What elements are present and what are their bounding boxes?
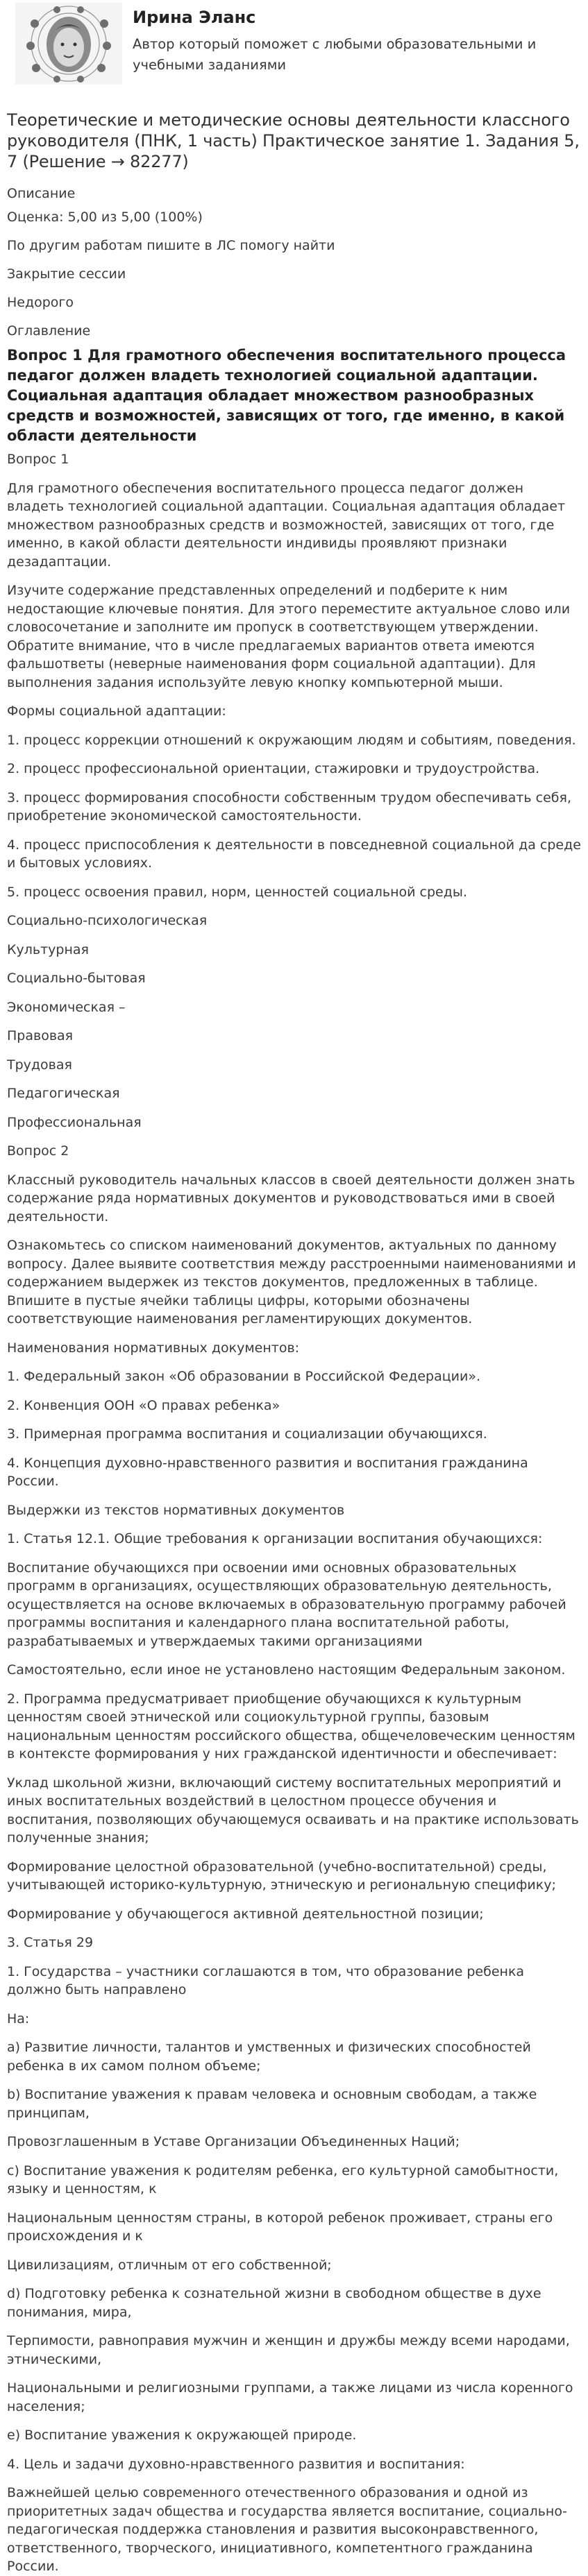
answer-option: Экономическая – — [7, 999, 126, 1015]
excerpt-paragraph: 1. Статья 12.1. Общие требования к организации воспитания обучающихся: — [7, 1531, 543, 1546]
paragraph: Ознакомьтесь со списком наименований документов, актуальных по данному вопросу. Далее выявите соответствия между расстроенными наименованиями и содержанием выдержек из текстов документов, предложенных в таблице. Впишите в пустые ячейки таблицы цифры, которыми обозначены соответствующие наименования регламентирующих документов. — [7, 1238, 576, 1327]
description-label: Описание — [7, 186, 76, 201]
document-item: 1. Федеральный закон «Об образовании в Российской Федерации». — [7, 1369, 481, 1384]
excerpt-paragraph: Национальными и религиозными группами, а также лицами из числа коренного населения; — [7, 2380, 573, 2414]
form-item: 2. процесс профессиональной ориентации, стажировки и трудоустройства. — [7, 761, 540, 776]
excerpt-paragraph: 4. Цель и задачи духовно-нравственного развития и воспитания: — [7, 2456, 465, 2472]
form-item: 1. процесс коррекции отношений к окружающим людям и событиям, поведения. — [7, 732, 576, 748]
excerpt-paragraph: c) Воспитание уважения к родителям ребенка, его культурной самобытности, языку и ценностям, к — [7, 2163, 559, 2197]
excerpt-paragraph: e) Воспитание уважения к окружающей природе. — [7, 2428, 357, 2443]
avatar-image — [15, 3, 122, 85]
document-item: 4. Концепция духовно-нравственного развития и воспитания гражданина России. — [7, 1455, 528, 1489]
answer-option: Профессиональная — [7, 1114, 142, 1130]
excerpt-paragraph: Национальным ценностям страны, в которой ребенок проживает, страны его происхождения и к — [7, 2210, 553, 2244]
form-item: 5. процесс освоения правил, норм, ценностей социальной среды. — [7, 884, 467, 900]
author-name[interactable]: Ирина Эланс — [133, 8, 256, 27]
form-item: 4. процесс приспособления к деятельности в повседневной социальной да среде и бытовых условиях. — [7, 837, 581, 871]
excerpt-paragraph: Провозглашенным в Уставе Организации Объединенных Наций; — [7, 2134, 460, 2149]
excerpt-paragraph: 1. Государства – участники соглашаются в том, что образование ребенка должно быть направлено — [7, 1963, 525, 1997]
page-title: Теоретические и методические основы деятельности классного руководителя (ПНК, 1 часть) Практическое занятие 1. Задания 5, 7 (Решение → 82277) — [7, 110, 580, 171]
answer-option: Трудовая — [7, 1057, 72, 1073]
excerpt-paragraph: d) Подготовку ребенка к сознательной жизни в свободном обществе в духе понимания, мира, — [7, 2286, 541, 2320]
excerpt-paragraph: 2. Программа предусматривает приобщение обучающихся к культурным ценностям своей этнической или социокультурной группы, базовым национальным ценностям российского общества, общечеловеческим ценностям в контексте формирования у них гражданской идентичности и обеспечивает: — [7, 1691, 576, 1762]
paragraph: Классный руководитель начальных классов в своей деятельности должен знать содержание ряда нормативных документов и руководствоваться ими в своей деятельности. — [7, 1172, 576, 1225]
question-2-label: Вопрос 2 — [7, 1143, 69, 1159]
forms-label: Формы социальной адаптации: — [7, 703, 226, 719]
excerpt-paragraph: Уклад школьной жизни, включающий систему воспитательных мероприятий и иных воспитательных воздействий в целостном процессе обучения и воспитания, позволяющих обучающемуся осваивать и на практике использовать полученные знания; — [7, 1775, 579, 1845]
author-card — [7, 0, 581, 92]
answer-option: Социально-бытовая — [7, 971, 146, 986]
document-item: 2. Конвенция ООН «О правах ребенка» — [7, 1397, 280, 1413]
excerpts-label: Выдержки из текстов нормативных документов — [7, 1502, 345, 1518]
excerpt-paragraph: 3. Статья 29 — [7, 1935, 94, 1950]
excerpt-paragraph: Формирование целостной образовательной (учебно-воспитательной) среды, учитывающей историко-культурную, этническую и региональную специфику; — [7, 1859, 556, 1893]
avatar[interactable] — [15, 3, 122, 85]
excerpt-paragraph: Цивилизациям, отличным от его собственной; — [7, 2257, 332, 2273]
form-item: 3. процесс формирования способности собственным трудом обеспечивать себя, приобретение экономической самостоятельности. — [7, 790, 571, 824]
answer-option: Культурная — [7, 941, 89, 957]
excerpt-paragraph: Воспитание обучающихся при освоении ими основных образовательных программ в организациях, осуществляющих образовательную деятельность, осуществляется на основе включаемых в образовательную программу рабочей программы воспитания и календарного плана воспитательной работы, разрабатываемых и утверждаемых такими организациями — [7, 1560, 566, 1649]
paragraph: Для грамотного обеспечения воспитательного процесса педагог должен владеть технологией социальной адаптации. Социальная адаптация обладает множеством разнообразных средств и возможностей, зависящих от того, где именно, в какой области деятельности индивиды проявляют признаки дезадаптации. — [7, 480, 566, 570]
question-1-label: Вопрос 1 — [7, 452, 69, 467]
excerpt-paragraph: Терпимости, равноправия мужчин и женщин и дружбы между всеми народами, этническими, — [7, 2333, 570, 2367]
excerpt-paragraph: a) Развитие личности, талантов и умственных и физических способностей ребенка в их самом полном объеме; — [7, 2040, 531, 2074]
tag-session: Закрытие сессии — [7, 266, 126, 282]
excerpt-paragraph: b) Воспитание уважения к правам человека и основным свободам, а также принципам, — [7, 2087, 537, 2121]
answer-option: Педагогическая — [7, 1086, 120, 1101]
documents-label: Наименования нормативных документов: — [7, 1340, 300, 1356]
excerpt-paragraph: На: — [7, 2011, 30, 2027]
excerpt-paragraph: Самостоятельно, если иное не установлено настоящим Федеральным законом. — [7, 1662, 566, 1678]
document-item: 3. Примерная программа воспитания и социализации обучающихся. — [7, 1426, 487, 1442]
contact-note: По другим работам пишите в ЛС помогу найти — [7, 238, 335, 253]
author-description: Автор который поможет с любыми образовательными и учебными заданиями — [133, 36, 537, 73]
answer-option: Правовая — [7, 1028, 74, 1043]
tag-cheap: Недорого — [7, 295, 74, 310]
toc-label: Оглавление — [7, 323, 91, 339]
answer-option: Социально-психологическая — [7, 913, 208, 928]
excerpt-paragraph: Важнейшей целью современного отечественного образования и одной из приоритетных задач общества и государства является воспитание, социально-педагогическая поддержка становления и развития высоконравственного, ответственного, творческого, инициативного, компетентного гражданина России. — [7, 2485, 567, 2574]
question-1-heading: Вопрос 1 Для грамотного обеспечения воспитательного процесса педагог должен владеть технологией социальной адаптации. Социальная адаптация обладает множеством разнообразных средств и возможностей, зависящих от того, где именно, в какой области деятельности — [7, 347, 566, 444]
rating: Оценка: 5,00 из 5,00 (100%) — [7, 210, 203, 225]
excerpt-paragraph: Формирование у обучающегося активной деятельностной позиции; — [7, 1906, 484, 1922]
paragraph: Изучите содержание представленных определений и подберите к ним недостающие ключевые понятия. Для этого переместите актуальное слово или словосочетание и заполните им пропуск в соответствующем утверждении. Обратите внимание, что в числе предлагаемых вариантов ответа имеются фальшответы (неверные наименования форм социальной адаптации). Для выполнения задания используйте левую кнопку компьютерной мыши. — [7, 583, 571, 690]
